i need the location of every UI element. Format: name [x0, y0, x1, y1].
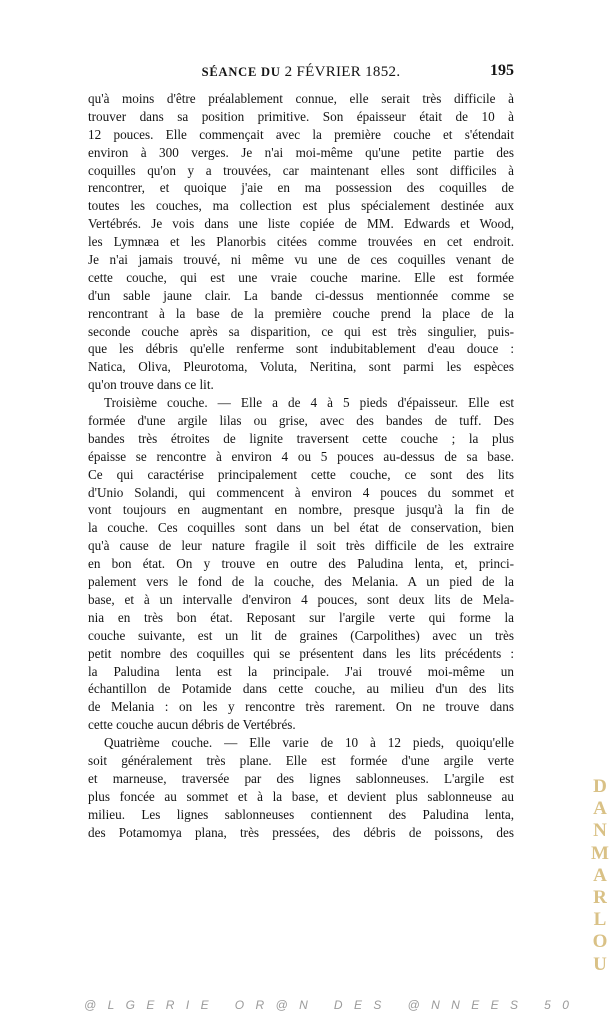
watermark-danmarlou — [590, 776, 610, 976]
text-line: rencontrer, et quoique j'aie en ma possession des coquilles de — [88, 180, 514, 196]
text-line: seconde couche après sa disparition, ce qui est très singulier, puis- — [88, 323, 514, 339]
text-line: trouver dans sa position primitive. Son épaisseur était de 10 à — [88, 108, 514, 124]
watermark-letter: R — [593, 887, 607, 909]
text-line: palement vers le fond de la couche, des Melania. A un pied de la — [88, 574, 514, 590]
page-header — [88, 62, 514, 84]
text-line: toutes les couches, ma collection est plus spécialement destinée aux — [88, 198, 514, 214]
text-line: des Potamomya plana, très pressées, des débris de poissons, des — [88, 824, 514, 840]
text-line: d'Unio Solandi, qui commencent à environ 4 pouces du sommet et — [88, 484, 514, 500]
text-line: que les débris qu'elle renferme sont indubitablement d'eau douce : — [88, 341, 514, 357]
text-line: Vertébrés. Je vois dans une liste copiée de MM. Edwards et Wood, — [88, 216, 514, 232]
text-line: épaisse se rencontre à environ 4 ou 5 pouces au-dessus de sa base. — [88, 448, 514, 464]
footer-watermark: @LGERIE OR@N DES @NNEES 50 — [84, 998, 581, 1012]
running-head-date: 2 FÉVRIER 1852. — [284, 64, 401, 80]
text-line: d'un sable jaune clair. La bande ci-dessus mentionnée comme se — [88, 287, 514, 303]
watermark-letter: A — [593, 864, 607, 886]
text-line: vont toujours en augmentant en nombre, presque jusqu'à la fin de — [88, 502, 514, 518]
text-line: Natica, Oliva, Pleurotoma, Voluta, Neritina, sont parmi les espèces — [88, 359, 514, 375]
watermark-letter: U — [593, 953, 607, 975]
text-line: en bon état. On y trouve en outre des Paludina lenta, et, princi- — [88, 556, 514, 572]
text-line: formée d'une argile lilas ou grise, avec des bandes de tuff. Des — [88, 413, 514, 429]
text-line: coquilles qu'on y a trouvées, car maintenant elles sont difficiles à — [88, 162, 514, 178]
text-line: Troisième couche. — Elle a de 4 à 5 pieds d'épaisseur. Elle est — [104, 395, 514, 411]
text-line: nia en très bon état. Reposant sur l'argile verte qui forme la — [88, 609, 514, 625]
text-line: de Melania : on les y rencontre très rarement. On ne trouve dans — [88, 699, 514, 715]
text-line: et marneuse, traversée par des lignes sablonneuses. L'argile est — [88, 770, 514, 786]
text-line: couche suivante, est un lit de graines (Carpolithes) avec un très — [88, 627, 514, 643]
text-line: milieu. Les lignes sablonneuses contiennent des Paludina lenta, — [88, 806, 514, 822]
running-head-prefix: SÉANCE DU — [201, 65, 285, 79]
text-line: qu'on trouve dans ce lit. — [88, 377, 214, 393]
text-line: Ce qui caractérise principalement cette couche, ce sont des lits — [88, 466, 514, 482]
text-line: 12 pouces. Elle commençait avec la première couche et s'étendait — [88, 126, 514, 142]
watermark-letter: O — [592, 931, 608, 953]
text-line: petit nombre des coquilles qui se présentent dans les lits précédents : — [88, 645, 514, 661]
text-line: cette couche aucun débris de Vertébrés. — [88, 717, 296, 733]
text-line: les Lymnæa et les Planorbis citées comme trouvées en cet endroit. — [88, 234, 514, 250]
text-line: soit généralement très plane. Elle est formée d'une argile verte — [88, 752, 514, 768]
watermark-letter: A — [593, 798, 607, 820]
text-line: environ à 300 verges. Je n'ai moi-même qu'une petite partie des — [88, 144, 514, 160]
text-line: la Paludina lenta est la principale. J'ai trouvé moi-même un — [88, 663, 514, 679]
text-line: cette couche, qui est une vraie couche marine. Elle est formée — [88, 269, 514, 285]
text-line: qu'à moins d'être préalablement connue, elle serait très difficile à — [88, 91, 514, 106]
text-line: qu'à cause de leur nature fragile il soit très difficile de les extraire — [88, 538, 514, 554]
text-line: la couche. Ces coquilles sont dans un bel état de conservation, bien — [88, 520, 514, 536]
text-line: Quatrième couche. — Elle varie de 10 à 12 pieds, quoiqu'elle — [104, 735, 514, 751]
body-text — [88, 90, 514, 841]
watermark-letter: M — [591, 842, 609, 864]
text-line: plus foncée au sommet et à la base, et devient plus sablonneuse au — [88, 788, 514, 804]
text-line: Je n'ai jamais trouvé, ni même vu une de ces coquilles venant de — [88, 252, 514, 268]
watermark-letter: N — [593, 820, 607, 842]
text-line: base, et à un intervalle d'environ 4 pouces, sont deux lits de Mela- — [88, 591, 514, 607]
running-head — [88, 64, 514, 81]
watermark-letter: D — [593, 776, 607, 797]
text-line: bandes très étroites de lignite traversent cette couche ; la plus — [88, 430, 514, 446]
text-line: échantillon de Potamide dans cette couche, au milieu d'un des lits — [88, 681, 514, 697]
page-number: 195 — [490, 62, 514, 79]
text-line: rencontrant à la base de la première couche prend la place de la — [88, 305, 514, 321]
watermark-letter: L — [593, 909, 607, 931]
